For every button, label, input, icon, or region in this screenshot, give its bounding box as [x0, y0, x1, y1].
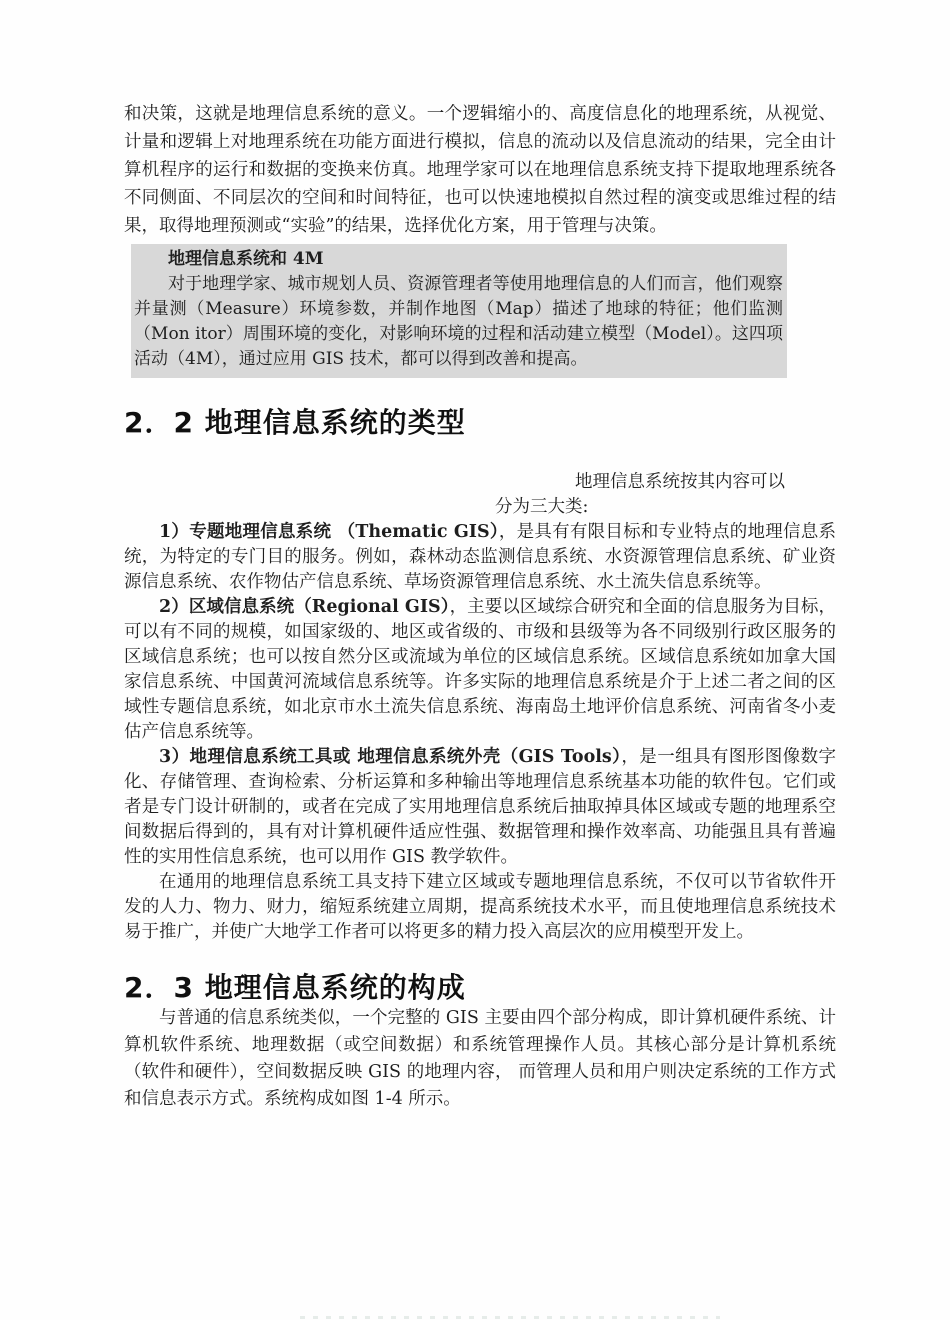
highlight-box-title: 地理信息系统和 4M	[168, 249, 324, 269]
section-heading-2-2: 2．2 地理信息系统的类型	[124, 406, 466, 439]
wrapped-line-1: 地理信息系统按其内容可以	[575, 472, 785, 492]
paragraph-gis-components: 与普通的信息系统类似，一个完整的 GIS 主要由四个部分构成，即计算机硬件系统、计算机软件系统、地理数据（或空间数据）和系统管理操作人员。其核心部分是计算机系统（软件和硬件），空间数据反映 GIS 的地理内容， 而管理人员和用户则决定系统的工作方式和信息表示方式。系统构成如图 1-4 所示。	[124, 1008, 836, 1109]
text-column	[124, 100, 836, 1113]
section-heading-2-3: 2．3 地理信息系统的构成	[124, 971, 466, 1004]
wrapped-line-2: 分为三大类:	[495, 497, 589, 517]
highlight-box-gis-4m	[131, 244, 787, 378]
list-item-gis-tools: 3）地理信息系统工具或 地理信息系统外壳（GIS Tools），是一组具有图形图像数字化、存储管理、查询检索、分析运算和多种输出等地理信息系统基本功能的软件包。它们或者是专门设计研制的，或者在完成了实用地理信息系统后抽取掉具体区域或专题的地理系空间数据后得到的，具有对计算机硬件适应性强、数据管理和操作效率高、功能强且具有普遍性的实用性信息系统，也可以用作 GIS 教学软件。	[124, 747, 836, 867]
paragraph-generic-tools: 在通用的地理信息系统工具支持下建立区域或专题地理信息系统，不仅可以节省软件开发的人力、物力、财力，缩短系统建立周期，提高系统技术水平，而且使地理信息系统技术易于推广，并使广大地学工作者可以将更多的精力投入高层次的应用模型开发上。	[124, 872, 836, 942]
intro-paragraph: 和决策，这就是地理信息系统的意义。一个逻辑缩小的、高度信息化的地理系统，从视觉、计量和逻辑上对地理系统在功能方面进行模拟，信息的流动以及信息流动的结果，完全由计算机程序的运行和数据的变换来仿真。地理学家可以在地理信息系统支持下提取地理系统各不同侧面、不同层次的空间和时间特征，也可以快速地模拟自然过程的演变或思维过程的结果，取得地理预测或“实验”的结果，选择优化方案，用于管理与决策。	[124, 104, 836, 236]
wrapped-intro-lines	[124, 470, 836, 520]
cutoff-text-artifact	[300, 1316, 720, 1319]
list-item-thematic-gis: 1）专题地理信息系统 （Thematic GIS），是具有有限目标和专业特点的地理信息系统，为特定的专门目的服务。例如，森林动态监测信息系统、水资源管理信息系统、矿业资源信息系统、农作物估产信息系统、草场资源管理信息系统、水土流失信息系统等。	[124, 522, 836, 592]
highlight-box-body: 对于地理学家、城市规划人员、资源管理者等使用地理信息的人们而言，他们观察并量测（Measure）环境参数，并制作地图（Map）描述了地球的特征；他们监测（Mon itor）周围环境的变化，对影响环境的过程和活动建立模型（Model）。这四项活动（4M），通过应用 GIS 技术，都可以得到改善和提高。	[134, 274, 783, 369]
list-item-regional-gis: 2）区域信息系统（Regional GIS），主要以区域综合研究和全面的信息服务为目标， 可以有不同的规模，如国家级的、地区或省级的、市级和县级等为各不同级别行政区服务的区域信息系统；也可以按自然分区或流域为单位的区域信息系统。区域信息系统如加拿大国家信息系统、中国黄河流域信息系统等。许多实际的地理信息系统是介于上述二者之间的区域性专题信息系统，如北京市水土流失信息系统、海南岛土地评价信息系统、河南省冬小麦估产信息系统等。	[124, 597, 837, 742]
